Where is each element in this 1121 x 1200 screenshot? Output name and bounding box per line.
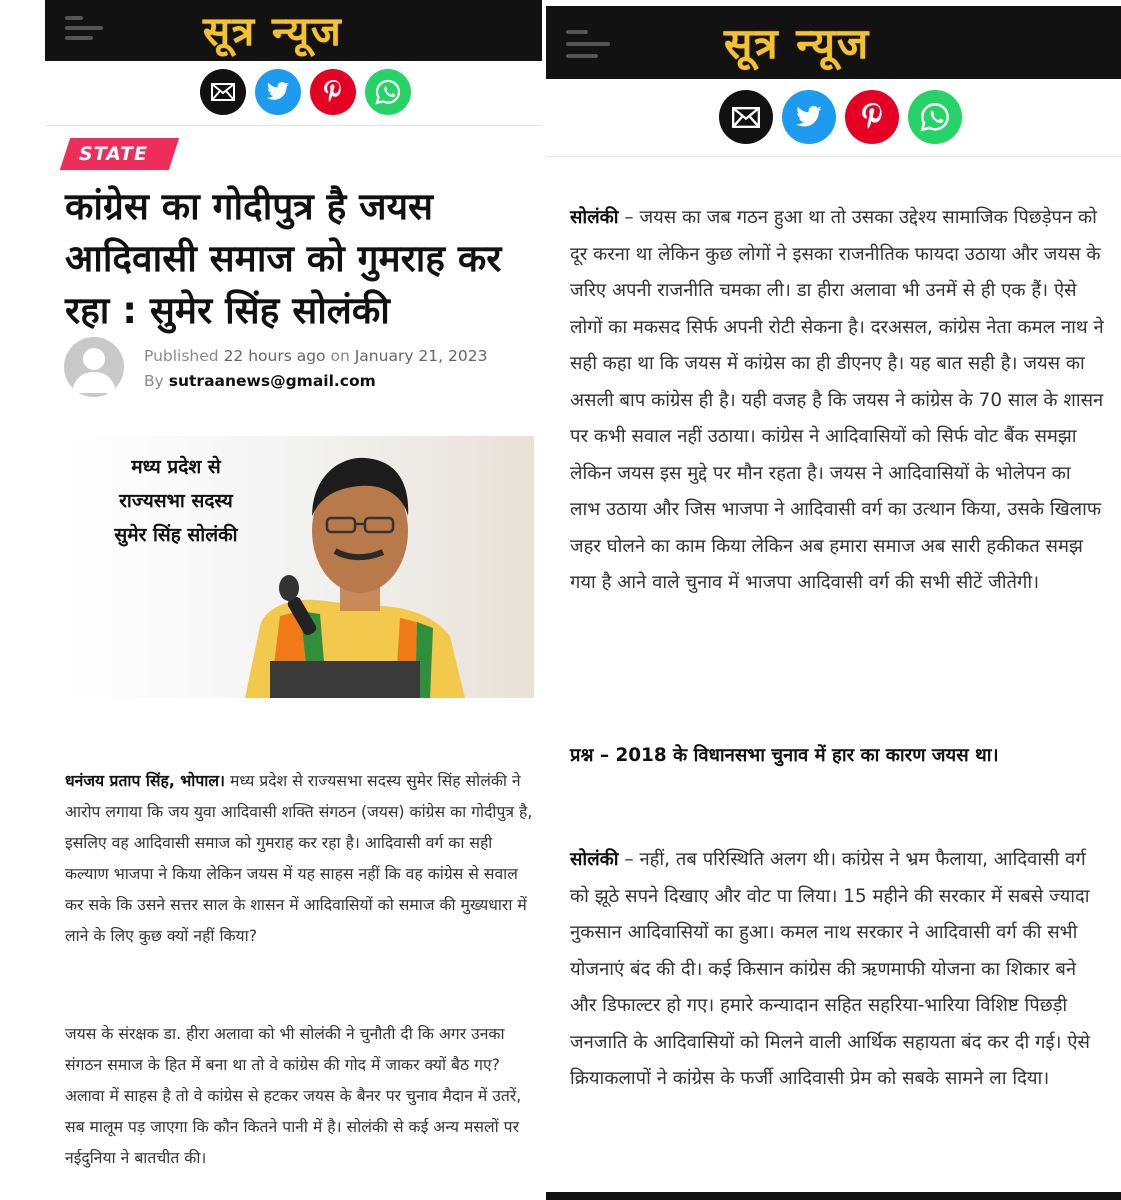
twitter-icon [266, 82, 290, 102]
whatsapp-icon [920, 102, 950, 132]
email-icon [211, 83, 235, 101]
twitter-share-button[interactable] [782, 90, 836, 144]
header-divider [45, 125, 542, 126]
hamburger-menu-icon[interactable] [65, 16, 103, 40]
dateline: धनंजय प्रताप सिंह, भोपाल। [65, 771, 225, 790]
answer-1-speaker: सोलंकी [570, 207, 619, 228]
image-caption-line-3: सुमेर सिंह सोलंकी [114, 524, 238, 546]
image-caption [81, 450, 271, 552]
answer-1-body: – जयस का जब गठन हुआ था तो उसका उद्देश्य सामाजिक पिछड़ेपन को दूर करना था लेकिन कुछ लोगों ने इसका राजनीतिक फायदा उठाया और जयस के जरिए अपनी राजनीति चमका ली। डा हीरा अलावा भी उनमें से ही एक हैं। ऐसे लोगों का मकसद सिर्फ अपनी रोटी सेकना है। दरअसल, कांग्रेस नेता कमल नाथ ने सही कहा था कि जयस में कांग्रेस का ही डीएनए है। यह बात सही है। जयस का असली बाप कांग्रेस ही है। यही वजह है कि जयस ने कांग्रेस के 70 साल के शासन पर कभी सवाल नहीं उठाया। कांग्रेस ने आदिवासियों को सिर्फ वोट बैंक समझा लेकिन जयस इस मुद्दे पर मौन रहता है। जयस ने आदिवासियों के भोलेपन का लाभ उठाया और जिस भाजपा ने आदिवासी वर्ग का उत्थान किया, उसके खिलाफ जहर घोलने का काम किया लेकिन अब हमारा समाज अब सारी हकीकत समझ गया है आने वाले चुनाव में भाजपा आदिवासी वर्ग की सभी सीटें जीतेगी। [570, 207, 1104, 593]
email-share-button[interactable] [719, 90, 773, 144]
published-label: Published [144, 347, 219, 365]
question-2: प्रश्न – 2018 के विधानसभा चुनाव में हार का कारण जयस था। [570, 745, 999, 766]
email-share-button[interactable] [200, 69, 246, 115]
header-divider [546, 156, 1121, 157]
pinterest-share-button[interactable] [845, 90, 899, 144]
image-caption-line-2: राज्यसभा सदस्य [119, 490, 233, 512]
article-headline: कांग्रेस का गोदीपुत्र है जयस आदिवासी समाज को गुमराह कर रहा : सुमेर सिंह सोलंकी [65, 185, 502, 332]
paragraph-1-body: मध्य प्रदेश से राज्यसभा सदस्य सुमेर सिंह सोलंकी ने आरोप लगाया कि जय युवा आदिवासी शक्ति संगठन (जयस) कांग्रेस का गोदीपुत्र है, इसलिए वह आदिवासी समाज को गुमराह कर रहा है। आदिवासी वर्ग का सही कल्याण भाजपा ने किया लेकिन जयस में यह साहस नहीं कि वह कांग्रेस से सवाल कर सके कि उसने सत्तर साल के शासन में आदिवासियों को समाज की मुख्यधारा में लाने के लिए कुछ क्यों नहीं किया? [65, 771, 533, 945]
hamburger-menu-icon[interactable] [566, 30, 610, 58]
pinterest-share-button[interactable] [310, 69, 356, 115]
site-logo[interactable]: सूत्र न्यूज [724, 19, 871, 68]
header-top-gap [546, 0, 1121, 6]
article-meta [144, 344, 487, 394]
article-paragraph-1 [65, 765, 535, 951]
answer-2-body: – नहीं, तब परिस्थिति अलग थी। कांग्रेस ने भ्रम फैलाया, आदिवासी वर्ग को झूठे सपने दिखाए और वोट पा लिया। 15 महीने की सरकार में सबसे ज्यादा नुकसान आदिवासियों का हुआ। कमल नाथ सरकार ने आदिवासी वर्ग की सभी योजनाएं बंद की दी। कई किसान कांग्रेस की ऋणमाफी योजना का शिकार बने और डिफाल्टर हो गए। हमारे कन्यादान सहित सहरिया-भारिया विशिष्ट पिछड़ी जनजाति के आदिवासियों को मिलने वाली आर्थिक सहायता बंद कर दी गई। ऐसे क्रियाकलापों ने कांग्रेस के फर्जी आदिवासी प्रेम को सबके सामने ला दिया। [570, 849, 1090, 1089]
whatsapp-share-button[interactable] [908, 90, 962, 144]
share-buttons [200, 69, 411, 115]
category-tag-label: STATE [79, 143, 148, 165]
site-logo[interactable]: सूत्र न्यूज [203, 9, 343, 55]
twitter-share-button[interactable] [255, 69, 301, 115]
bottom-bar [546, 1192, 1121, 1200]
twitter-icon [795, 106, 823, 129]
author-avatar[interactable] [64, 337, 124, 397]
answer-1 [570, 200, 1105, 602]
on-label: on [330, 347, 350, 365]
whatsapp-share-button[interactable] [365, 69, 411, 115]
image-caption-line-1: मध्य प्रदेश से [131, 456, 221, 478]
published-date: January 21, 2023 [354, 347, 488, 365]
left-article-screenshot [45, 0, 542, 1200]
pinterest-icon [862, 103, 883, 131]
user-icon [64, 337, 124, 397]
pinterest-icon [324, 80, 342, 104]
whatsapp-icon [375, 79, 401, 105]
site-header [45, 0, 542, 61]
category-tag[interactable] [60, 138, 179, 170]
by-label: By [144, 372, 164, 390]
article-paragraph-2: जयस के संरक्षक डा. हीरा अलावा को भी सोलंकी ने चुनौती दी कि अगर उनका संगठन समाज के हित में बना था तो वे कांग्रेस की गोद में जाकर क्यों बैठ गए? अलावा में साहस है तो वे कांग्रेस से हटकर जयस के बैनर पर चुनाव मैदान में उतरें, सब मालूम पड़ जाएगा कि कौन कितने पानी में है। सोलंकी से कई अन्य मसलों पर नईदुनिया ने बातचीत की। [65, 1024, 522, 1167]
right-article-screenshot [546, 0, 1121, 1200]
published-time-ago: 22 hours ago [223, 347, 326, 365]
answer-2-speaker: सोलंकी [570, 849, 619, 870]
author-link[interactable]: sutraanews@gmail.com [168, 372, 376, 390]
email-icon [732, 107, 760, 128]
site-header [546, 0, 1121, 79]
article-featured-image[interactable] [65, 436, 534, 698]
answer-2 [570, 842, 1105, 1098]
share-buttons [719, 90, 962, 144]
